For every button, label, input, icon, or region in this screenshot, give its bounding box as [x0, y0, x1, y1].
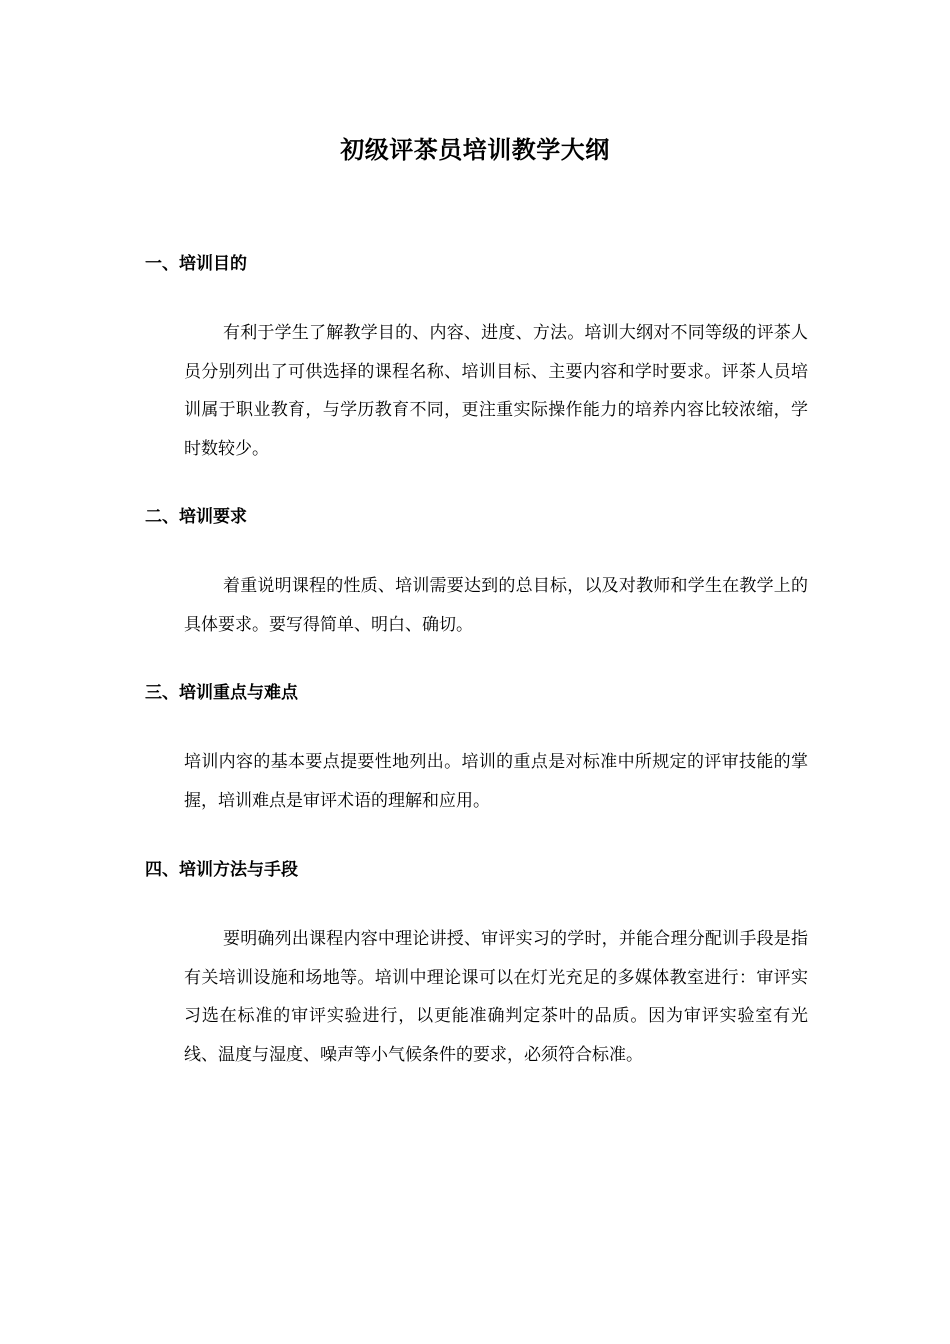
section-body-requirements: 着重说明课程的性质、培训需要达到的总目标，以及对教师和学生在教学上的具体要求。要写得简单、明白、确切。 [184, 576, 808, 635]
section-body-methods: 要明确列出课程内容中理论讲授、审评实习的学时，并能合理分配训手段是指有关培训设施和场地等。培训中理论课可以在灯光充足的多媒体教室进行：审评实习选在标准的审评实验进行，以更能准确判定茶叶的品质。因为审评实验室有光线、温度与湿度、噪声等小气候条件的要求，必须符合标准。 [184, 929, 808, 1065]
section-heading-key-points: 三、培训重点与难点 [145, 683, 298, 703]
section-heading-requirements: 二、培训要求 [145, 507, 247, 527]
section-heading-methods: 四、培训方法与手段 [145, 860, 298, 880]
section-body-purpose: 有利于学生了解教学目的、内容、进度、方法。培训大纲对不同等级的评茶人员分别列出了可供选择的课程名称、培训目标、主要内容和学时要求。评茶人员培训属于职业教育，与学历教育不同，更注重实际操作能力的培养内容比较浓缩，学时数较少。 [184, 323, 808, 459]
document-title: 初级评茶员培训教学大纲 [340, 135, 610, 164]
section-heading-purpose: 一、培训目的 [145, 254, 247, 274]
section-body-key-points: 培训内容的基本要点提要性地列出。培训的重点是对标准中所规定的评审技能的掌握，培训难点是审评术语的理解和应用。 [184, 752, 808, 811]
